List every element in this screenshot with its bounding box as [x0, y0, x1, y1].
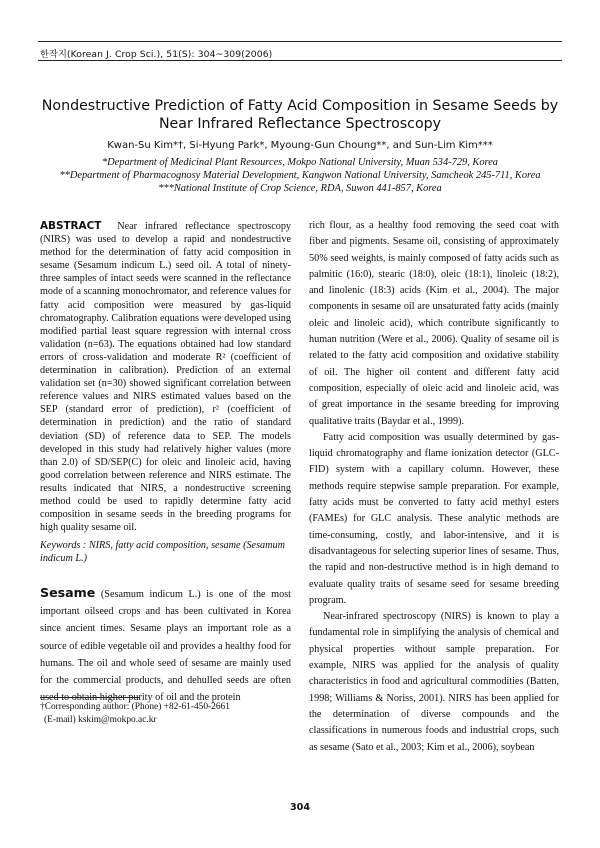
abstract-text: Near infrared reflectance spectroscopy (NIRS) was used to develop a rapid and nondestructive method for the determination of fatty acid composition in sesame (Sesamum indicum L.) seed oil. A total of ninety-three samples of intact seeds were scanned in the reflectance mode of a scanning monochromator, and reference values for fatty acid composition were measured by gas-liquid chromatography. Calibration equations were developed using modified partial least square regression with internal cross validation (n=63). The equations obtained had low standard errors of cross-validation and moderate R² (coefficient of determination in calibration). Prediction of an external validation set (n=30) showed significant correlation between reference values and NIRS estimated values based on the SEP (standard error of prediction), r² (coefficient of determination in prediction) and the ratio of standard deviation (SD) of reference data to SEP. The models developed in this study had relatively higher values (more than 2.0) of SD/SEP(C) for oleic and linoleic acid, having good correlation between reference and NIRS estimate. The results indicated that NIRS, a nondestructive screening method could be used to rapidly determine fatty acid composition in sesame seeds in the breeding programs for high quality sesame oil.	[40, 221, 292, 534]
keywords-text: : NIRS, fatty acid composition, sesame (Sesamum indicum L.)	[40, 540, 285, 564]
paper-title: Nondestructive Prediction of Fatty Acid Composition in Sesame Seeds by Near Infrared Reflectance Spectroscopy	[41, 98, 559, 132]
affiliation-2: **Department of Pharmacognosy Material Development, Kangwon National University, Samcheok 245-711, Korea	[59, 170, 541, 181]
header-rule-top	[38, 41, 562, 42]
paragraph-oil-composition: rich flour, as a healthy food removing the seed coat with fiber and pigments. Sesame oil, consisting of approximately 50% seed weights, is mainly composed of fatty acids such as palmitic (16:0), stearic (18:0), oleic (18:1), linoleic (18:2), and linolenic (18:3) acids (Kim et al., 2004). The major components in sesame oil are unsaturated fatty acids (mainly oleic and linoleic acid), which contribute significantly to human nutrition (Were et al., 2006). Quality of sesame oil is related to the fatty acid composition and oxidative stability of oil. The higher oil content and different fatty acid composition, especially of oleic acid and linoleic acid, was of great importance in the sesame breeding for improving qualitative traits (Baydar et al., 1999).	[309, 220, 559, 427]
footnote	[40, 701, 291, 726]
abstract-block	[40, 220, 291, 534]
intro-lead-word: Sesame	[40, 585, 96, 600]
intro-text: (Sesamum indicum L.) is one of the most important oilseed crops and has been cultivated in Korea since ancient times. Sesame plays an important role as a source of edible vegetable oil and provides a healthy food for humans. The oil and whole seed of sesame are mainly used for the commercial products, and dehulled seeds are often used to obtain higher purity of oil and the protein	[40, 589, 291, 704]
affiliation-1: *Department of Medicinal Plant Resources, Mokpo National University, Muan 534-729, Korea	[101, 157, 499, 168]
paragraph-nirs: Near-infrared spectroscopy (NIRS) is known to play a fundamental role in simplifying the analysis of chemical and physical properties without sample preparation. For example, NIRS was applied for the analysis of quality characteristics in food and agricultural commodities (Batten, 1998; Williams & Noriss, 2001). NIRS has been applied for the determination of diverse compounds and the classifications in numerous foods and industrial crops, such as sesame (Sato et al., 2003; Kim et al., 2006), soybean	[309, 611, 559, 753]
paragraph-glc-methods: Fatty acid composition was usually determined by gas-liquid chromatography and flame ionization detector (GLC-FID) system with a capillary column. However, these methods require stepwise sample preparation. For example, fatty acids must be converted to fatty acid methyl esters (FAMEs) for GLC analysis. These analytic methods are time-consuming, costly, and labor-intensive, and it is disadvantageous for selecting superior lines of sesame. Thus, the rapid and non-destructive method is in high demand to evaluate quality traits of sesame seed for sesame breeding program.	[309, 431, 559, 606]
footnote-line-1: †Corresponding author: (Phone) +82-61-450-2661	[40, 702, 230, 712]
introduction-start	[40, 584, 291, 706]
running-header: 한작지(Korean J. Crop Sci.), 51(S): 304~309(2006)	[40, 49, 273, 60]
page-number: 304	[289, 802, 311, 813]
header-rule-bottom	[38, 60, 562, 61]
footnote-rule	[40, 697, 140, 698]
abstract-label: ABSTRACT	[40, 220, 102, 232]
author-list: Kwan-Su Kim*†, Si-Hyung Park*, Myoung-Gun Choung**, and Sun-Lim Kim***	[107, 140, 493, 151]
keywords-block	[40, 539, 291, 565]
keywords-label: Keywords	[40, 540, 81, 551]
footnote-line-2: (E-mail) kskim@mokpo.ac.kr	[44, 714, 157, 725]
affiliation-3: ***National Institute of Crop Science, RDA, Suwon 441-857, Korea	[158, 183, 442, 194]
right-column	[309, 218, 559, 756]
